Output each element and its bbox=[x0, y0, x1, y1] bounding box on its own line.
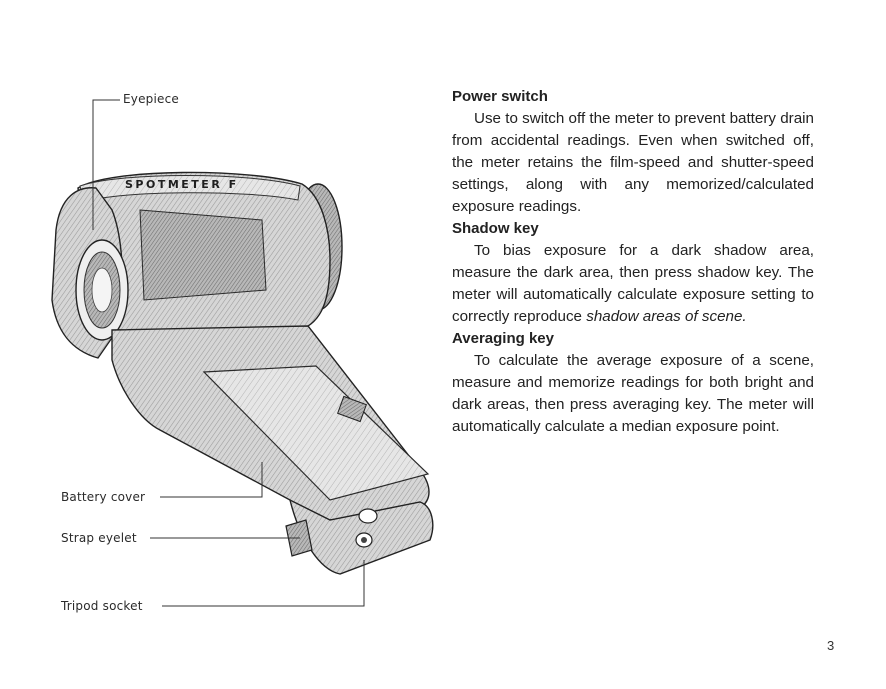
section-averaging-key bbox=[452, 328, 814, 438]
description-column bbox=[452, 86, 814, 438]
callout-strap-eyelet: Strap eyelet bbox=[61, 531, 137, 545]
section-title: Averaging key bbox=[452, 330, 554, 347]
section-shadow-key bbox=[452, 218, 814, 328]
section-body-text: Use to switch off the meter to prevent battery drain from accidental readings. Even when switched off, the meter retains the film-speed and shutter-speed settings, along with any memorized/calculated exposure readings. bbox=[452, 110, 814, 215]
page-number: 3 bbox=[827, 638, 835, 653]
callout-eyepiece: Eyepiece bbox=[123, 92, 179, 106]
section-body-text: To bias exposure for a dark shadow area, measure the dark area, then press shadow key. The meter will automatically calculate exposure setting to correctly reproduce bbox=[452, 242, 814, 325]
section-body bbox=[452, 108, 814, 218]
meter-handle bbox=[112, 326, 429, 520]
section-body-italic: shadow areas of scene. bbox=[586, 308, 747, 325]
device-brand-label: SPOTMETER F bbox=[125, 178, 239, 191]
section-power-switch bbox=[452, 86, 814, 218]
section-body-text: To calculate the average exposure of a scene, measure and memorize readings for both bright and dark areas, then press averaging key. The meter will automatically calculate a median exposure point. bbox=[452, 352, 814, 435]
section-title: Power switch bbox=[452, 88, 548, 105]
callout-tripod-socket: Tripod socket bbox=[61, 599, 143, 613]
callout-battery-cover: Battery cover bbox=[61, 490, 146, 504]
section-title: Shadow key bbox=[452, 220, 539, 237]
display-recess bbox=[140, 210, 266, 300]
section-body bbox=[452, 240, 814, 328]
section-body bbox=[452, 350, 814, 438]
